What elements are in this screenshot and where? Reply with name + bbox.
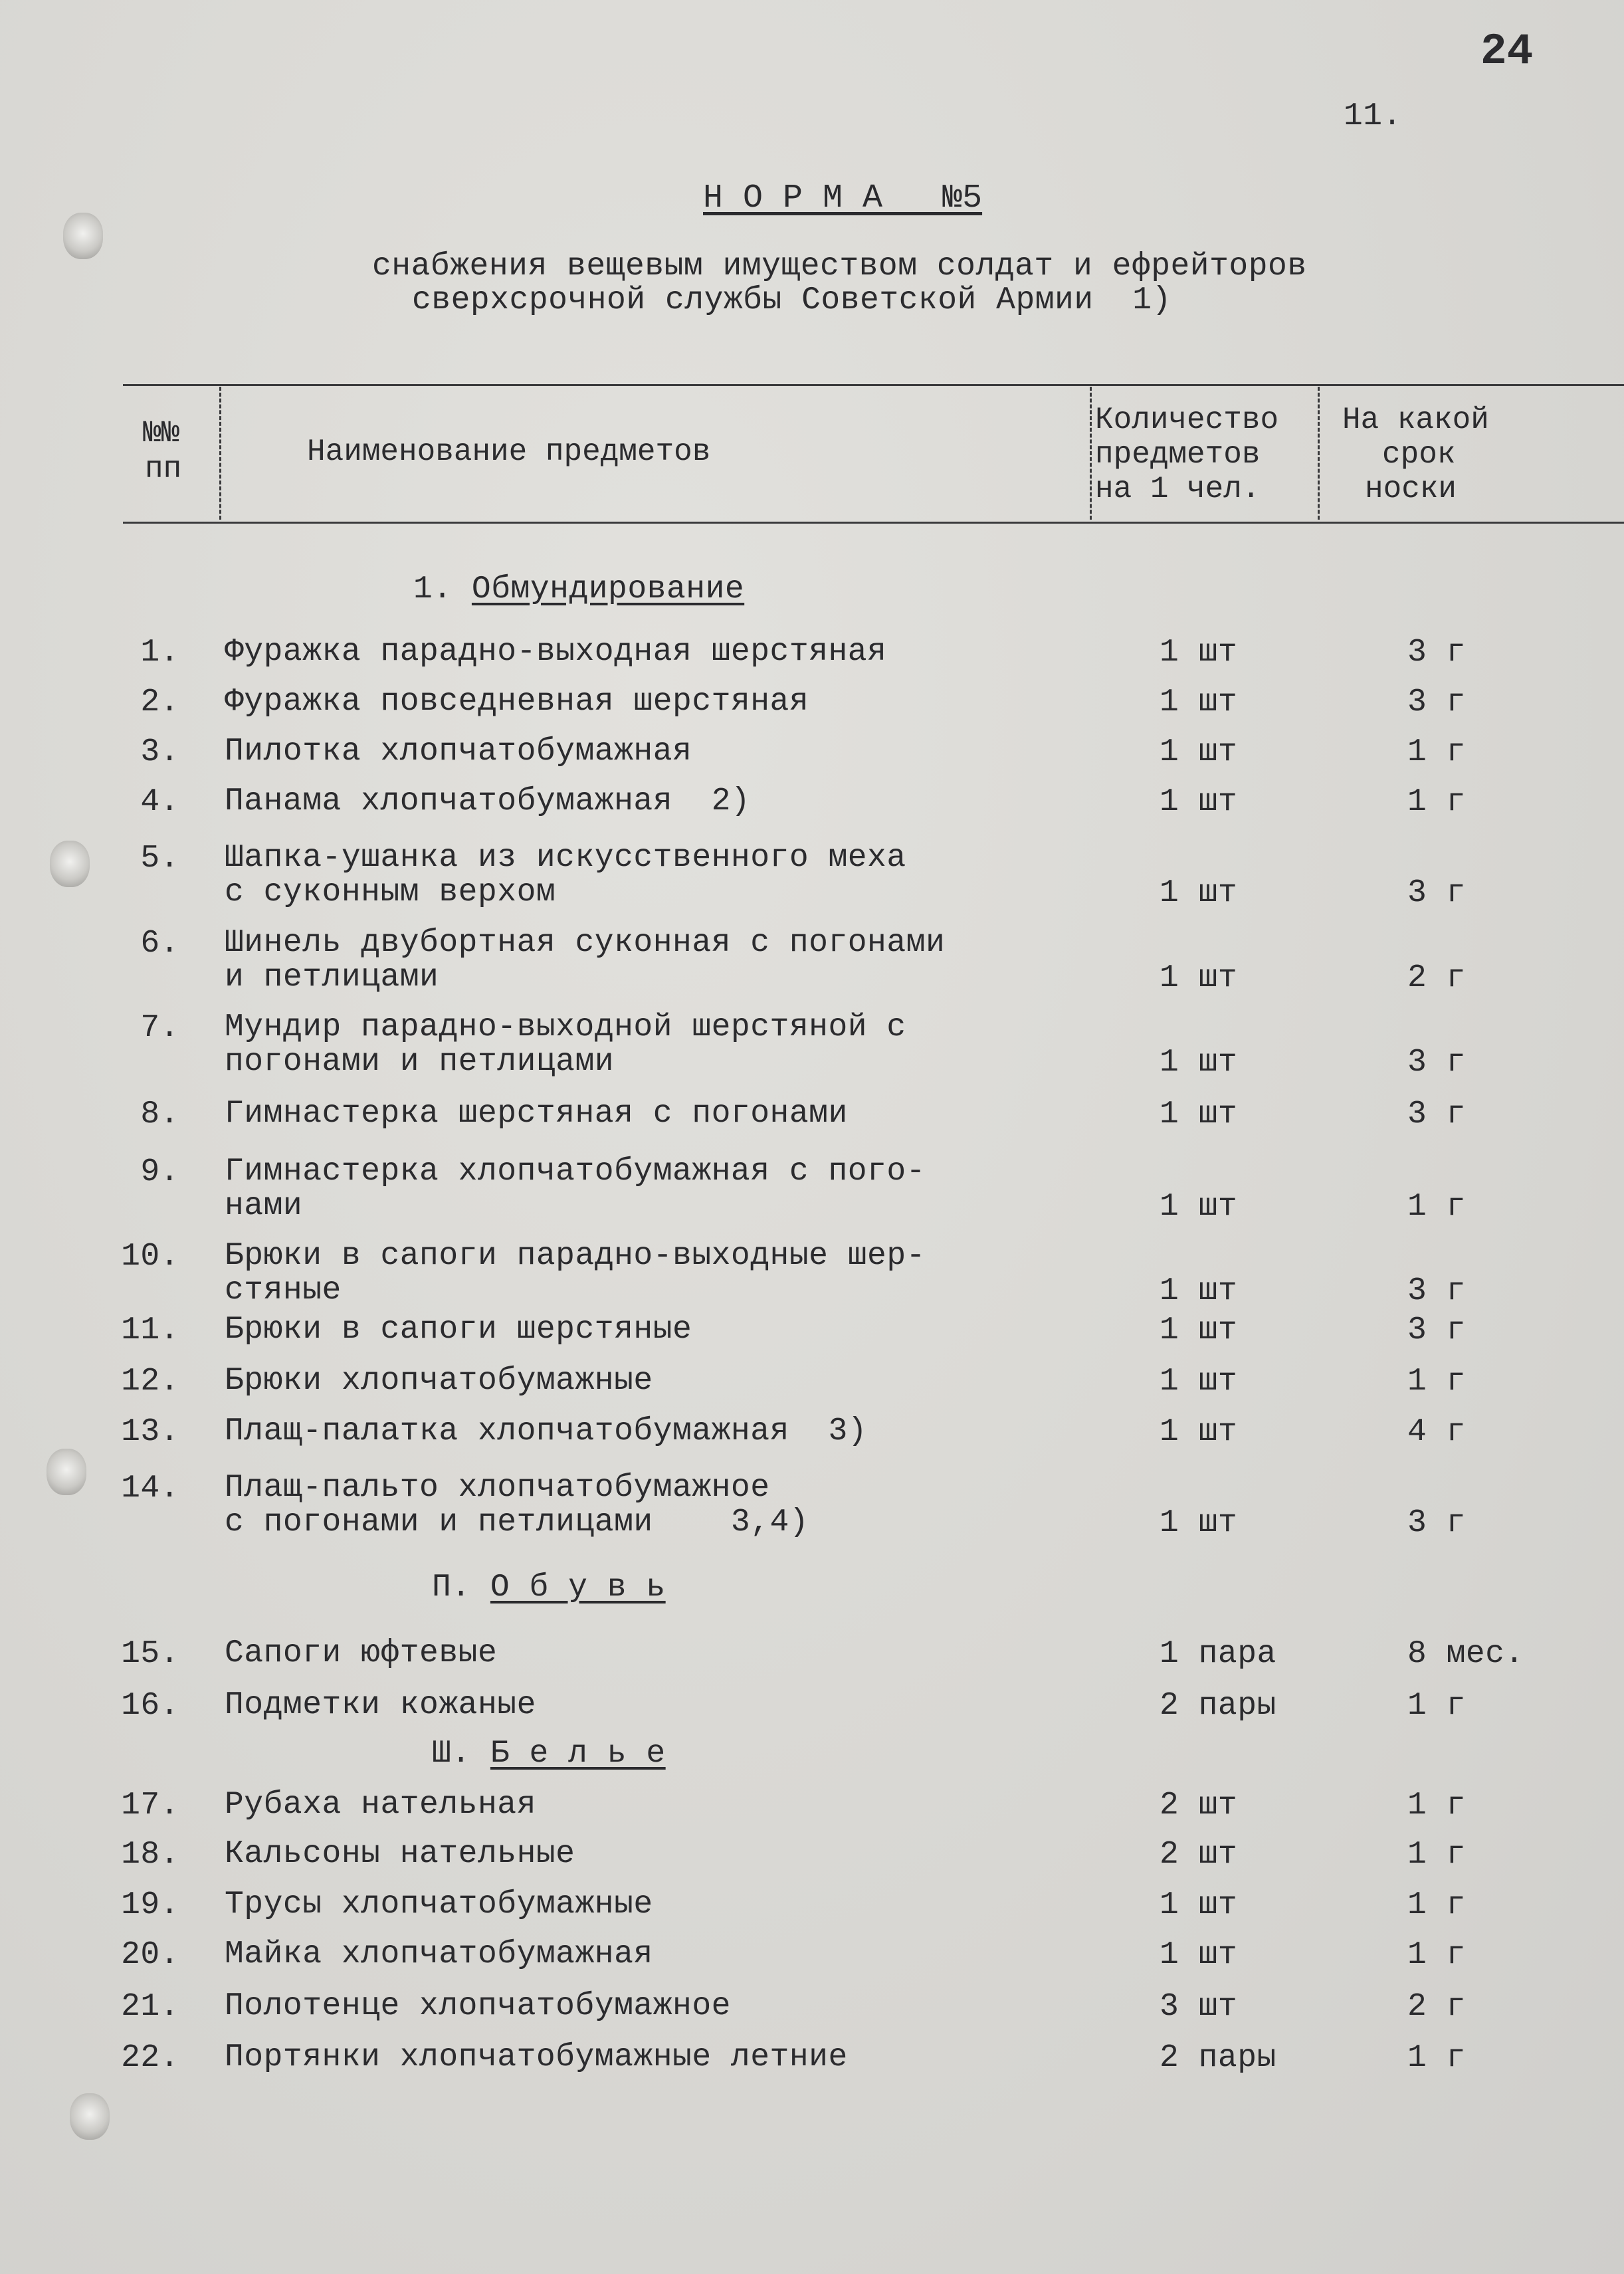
item-name-line: стяные <box>225 1273 342 1308</box>
item-quantity: 1 шт <box>1160 1045 1238 1081</box>
item-number: 3. <box>140 734 179 770</box>
item-number: 18. <box>121 1837 179 1873</box>
punch-hole <box>63 213 103 259</box>
item-quantity: 1 шт <box>1160 635 1238 671</box>
item-quantity: 2 шт <box>1160 1837 1238 1873</box>
item-name <box>225 1688 536 1722</box>
item-quantity: 1 шт <box>1160 1414 1238 1450</box>
section-number: 1. <box>413 571 472 607</box>
item-wear-term: 3 г <box>1407 1312 1466 1348</box>
punch-hole <box>70 2093 110 2140</box>
punch-hole <box>50 841 90 887</box>
item-name-line: Брюки хлопчатобумажные <box>225 1363 653 1399</box>
header-term-line2: срок <box>1382 437 1456 472</box>
item-number: 16. <box>121 1688 179 1724</box>
item-name <box>225 1312 692 1347</box>
item-wear-term: 3 г <box>1407 1096 1466 1132</box>
item-wear-term: 3 г <box>1407 1045 1466 1081</box>
item-number: 9. <box>140 1154 179 1190</box>
item-name-line: Сапоги юфтевые <box>225 1635 498 1671</box>
item-name-line: Фуражка повседневная шерстяная <box>225 684 809 720</box>
item-number: 21. <box>121 1989 179 2025</box>
column-divider <box>1090 387 1092 520</box>
item-name <box>225 1937 653 1972</box>
item-name <box>225 2040 848 2075</box>
item-name-line: с суконным верхом <box>225 875 556 910</box>
item-name <box>225 635 886 669</box>
item-quantity: 2 пары <box>1160 1688 1276 1724</box>
item-wear-term: 4 г <box>1407 1414 1466 1450</box>
item-name <box>225 841 906 910</box>
item-name-line: Подметки кожаные <box>225 1687 536 1723</box>
item-wear-term: 3 г <box>1407 1505 1466 1541</box>
item-number: 4. <box>140 784 179 820</box>
section-heading <box>432 1570 666 1605</box>
item-name-line: Портянки хлопчатобумажные летние <box>225 2039 848 2075</box>
item-name-line: Плащ-пальто хлопчатобумажное <box>225 1470 770 1506</box>
header-term-line1: На какой <box>1342 403 1489 437</box>
item-wear-term: 1 г <box>1407 2040 1466 2076</box>
header-num-line2: пп <box>145 452 182 486</box>
item-quantity: 1 шт <box>1160 734 1238 770</box>
item-name-line: Трусы хлопчатобумажные <box>225 1887 653 1922</box>
item-quantity: 1 шт <box>1160 960 1238 996</box>
item-wear-term: 1 г <box>1407 1937 1466 1973</box>
section-heading <box>432 1736 666 1772</box>
header-name: Наименование предметов <box>307 435 711 469</box>
item-name-line: Брюки в сапоги шерстяные <box>225 1312 692 1348</box>
item-quantity: 1 пара <box>1160 1636 1276 1672</box>
header-qty-line1: Количество <box>1095 403 1279 437</box>
header-qty-line3: на 1 чел. <box>1095 472 1261 506</box>
column-divider <box>1318 387 1320 520</box>
item-name-line: Брюки в сапоги парадно-выходные шер- <box>225 1238 926 1274</box>
item-number: 10. <box>121 1239 179 1275</box>
item-name <box>225 1096 848 1131</box>
item-quantity: 1 шт <box>1160 784 1238 820</box>
item-wear-term: 1 г <box>1407 1887 1466 1923</box>
item-wear-term: 1 г <box>1407 1788 1466 1823</box>
item-name <box>225 1471 809 1540</box>
column-divider <box>219 387 221 520</box>
item-name-line: погонами и петлицами <box>225 1044 615 1080</box>
item-name-line: Рубаха нательная <box>225 1787 536 1823</box>
item-name-line: Пилотка хлопчатобумажная <box>225 734 692 770</box>
item-number: 1. <box>140 635 179 671</box>
archive-page-number: 24 <box>1480 27 1534 76</box>
item-name-line: с погонами и петлицами 3,4) <box>225 1504 809 1540</box>
item-name-line: Гимнастерка шерстяная с погонами <box>225 1096 848 1132</box>
item-name-line: Мундир парадно-выходной шерстяной с <box>225 1009 906 1045</box>
document-subtitle-line1: снабжения вещевым имуществом солдат и ефрейторов <box>372 249 1307 284</box>
header-num-line1: №№ <box>143 416 180 451</box>
item-wear-term: 3 г <box>1407 875 1466 911</box>
item-name-line: Шинель двубортная суконная с погонами <box>225 925 946 961</box>
item-number: 17. <box>121 1788 179 1823</box>
item-name <box>225 1414 867 1449</box>
item-name <box>225 926 945 995</box>
item-name <box>225 1364 653 1398</box>
item-name <box>225 1239 926 1308</box>
item-number: 22. <box>121 2040 179 2076</box>
table-header-bottom-rule <box>123 522 1624 524</box>
header-qty-line2: предметов <box>1095 437 1261 472</box>
item-number: 14. <box>121 1471 179 1506</box>
item-number: 11. <box>121 1312 179 1348</box>
document-subtitle-line2: сверхсрочной службы Советской Армии 1) <box>412 282 1171 318</box>
item-name-line: Кальсоны нательные <box>225 1836 575 1872</box>
item-wear-term: 2 г <box>1407 960 1466 996</box>
item-name-line: Майка хлопчатобумажная <box>225 1936 653 1972</box>
item-number: 6. <box>140 926 179 962</box>
item-quantity: 1 шт <box>1160 875 1238 911</box>
item-number: 20. <box>121 1937 179 1973</box>
punch-hole <box>47 1449 86 1495</box>
document-title: Н О Р М А №5 <box>703 179 983 217</box>
item-wear-term: 1 г <box>1407 784 1466 820</box>
item-wear-term: 1 г <box>1407 1189 1466 1225</box>
table-top-rule <box>123 384 1624 386</box>
item-number: 12. <box>121 1364 179 1399</box>
item-number: 7. <box>140 1010 179 1046</box>
item-wear-term: 3 г <box>1407 684 1466 720</box>
item-name <box>225 684 809 719</box>
item-quantity: 1 шт <box>1160 684 1238 720</box>
item-name-line: Панама хлопчатобумажная 2) <box>225 783 751 819</box>
item-name-line: и петлицами <box>225 960 439 995</box>
item-wear-term: 1 г <box>1407 1688 1466 1724</box>
item-wear-term: 1 г <box>1407 734 1466 770</box>
item-name <box>225 1989 731 2023</box>
item-name-line: Полотенце хлопчатобумажное <box>225 1988 731 2024</box>
item-wear-term: 2 г <box>1407 1989 1466 2025</box>
item-name <box>225 784 750 819</box>
item-quantity: 1 шт <box>1160 1937 1238 1973</box>
item-quantity: 2 шт <box>1160 1788 1238 1823</box>
item-name <box>225 1010 906 1079</box>
header-term-line3: носки <box>1365 472 1457 506</box>
item-number: 5. <box>140 841 179 877</box>
typed-page-number: 11. <box>1344 98 1402 134</box>
item-number: 8. <box>140 1096 179 1132</box>
item-quantity: 1 шт <box>1160 1189 1238 1225</box>
item-wear-term: 3 г <box>1407 1273 1466 1309</box>
section-heading <box>413 571 744 607</box>
item-name <box>225 1154 926 1223</box>
item-quantity: 1 шт <box>1160 1364 1238 1399</box>
section-title: О б у в ь <box>490 1570 666 1605</box>
item-wear-term: 3 г <box>1407 635 1466 671</box>
section-title: Обмундирование <box>471 571 745 607</box>
item-quantity: 1 шт <box>1160 1273 1238 1309</box>
section-title: Б е л ь е <box>490 1736 666 1772</box>
section-number: Ш. <box>432 1736 490 1772</box>
item-name-line: Гимнастерка хлопчатобумажная с пого- <box>225 1154 926 1189</box>
item-quantity: 1 шт <box>1160 1887 1238 1923</box>
item-wear-term: 1 г <box>1407 1837 1466 1873</box>
item-number: 19. <box>121 1887 179 1923</box>
item-quantity: 3 шт <box>1160 1989 1238 2025</box>
item-name <box>225 1788 536 1822</box>
section-number: П. <box>432 1570 490 1605</box>
item-quantity: 1 шт <box>1160 1505 1238 1541</box>
item-wear-term: 1 г <box>1407 1364 1466 1399</box>
item-quantity: 1 шт <box>1160 1096 1238 1132</box>
item-name <box>225 1887 653 1922</box>
item-number: 13. <box>121 1414 179 1450</box>
item-name-line: Плащ-палатка хлопчатобумажная 3) <box>225 1413 868 1449</box>
item-name <box>225 1837 575 1871</box>
item-name-line: нами <box>225 1188 303 1224</box>
item-name <box>225 1636 497 1671</box>
item-number: 2. <box>140 684 179 720</box>
item-name <box>225 734 692 769</box>
item-quantity: 1 шт <box>1160 1312 1238 1348</box>
item-number: 15. <box>121 1636 179 1672</box>
item-quantity: 2 пары <box>1160 2040 1276 2076</box>
item-wear-term: 8 мес. <box>1407 1636 1524 1672</box>
item-name-line: Шапка-ушанка из искусственного меха <box>225 840 906 876</box>
item-name-line: Фуражка парадно-выходная шерстяная <box>225 634 887 670</box>
